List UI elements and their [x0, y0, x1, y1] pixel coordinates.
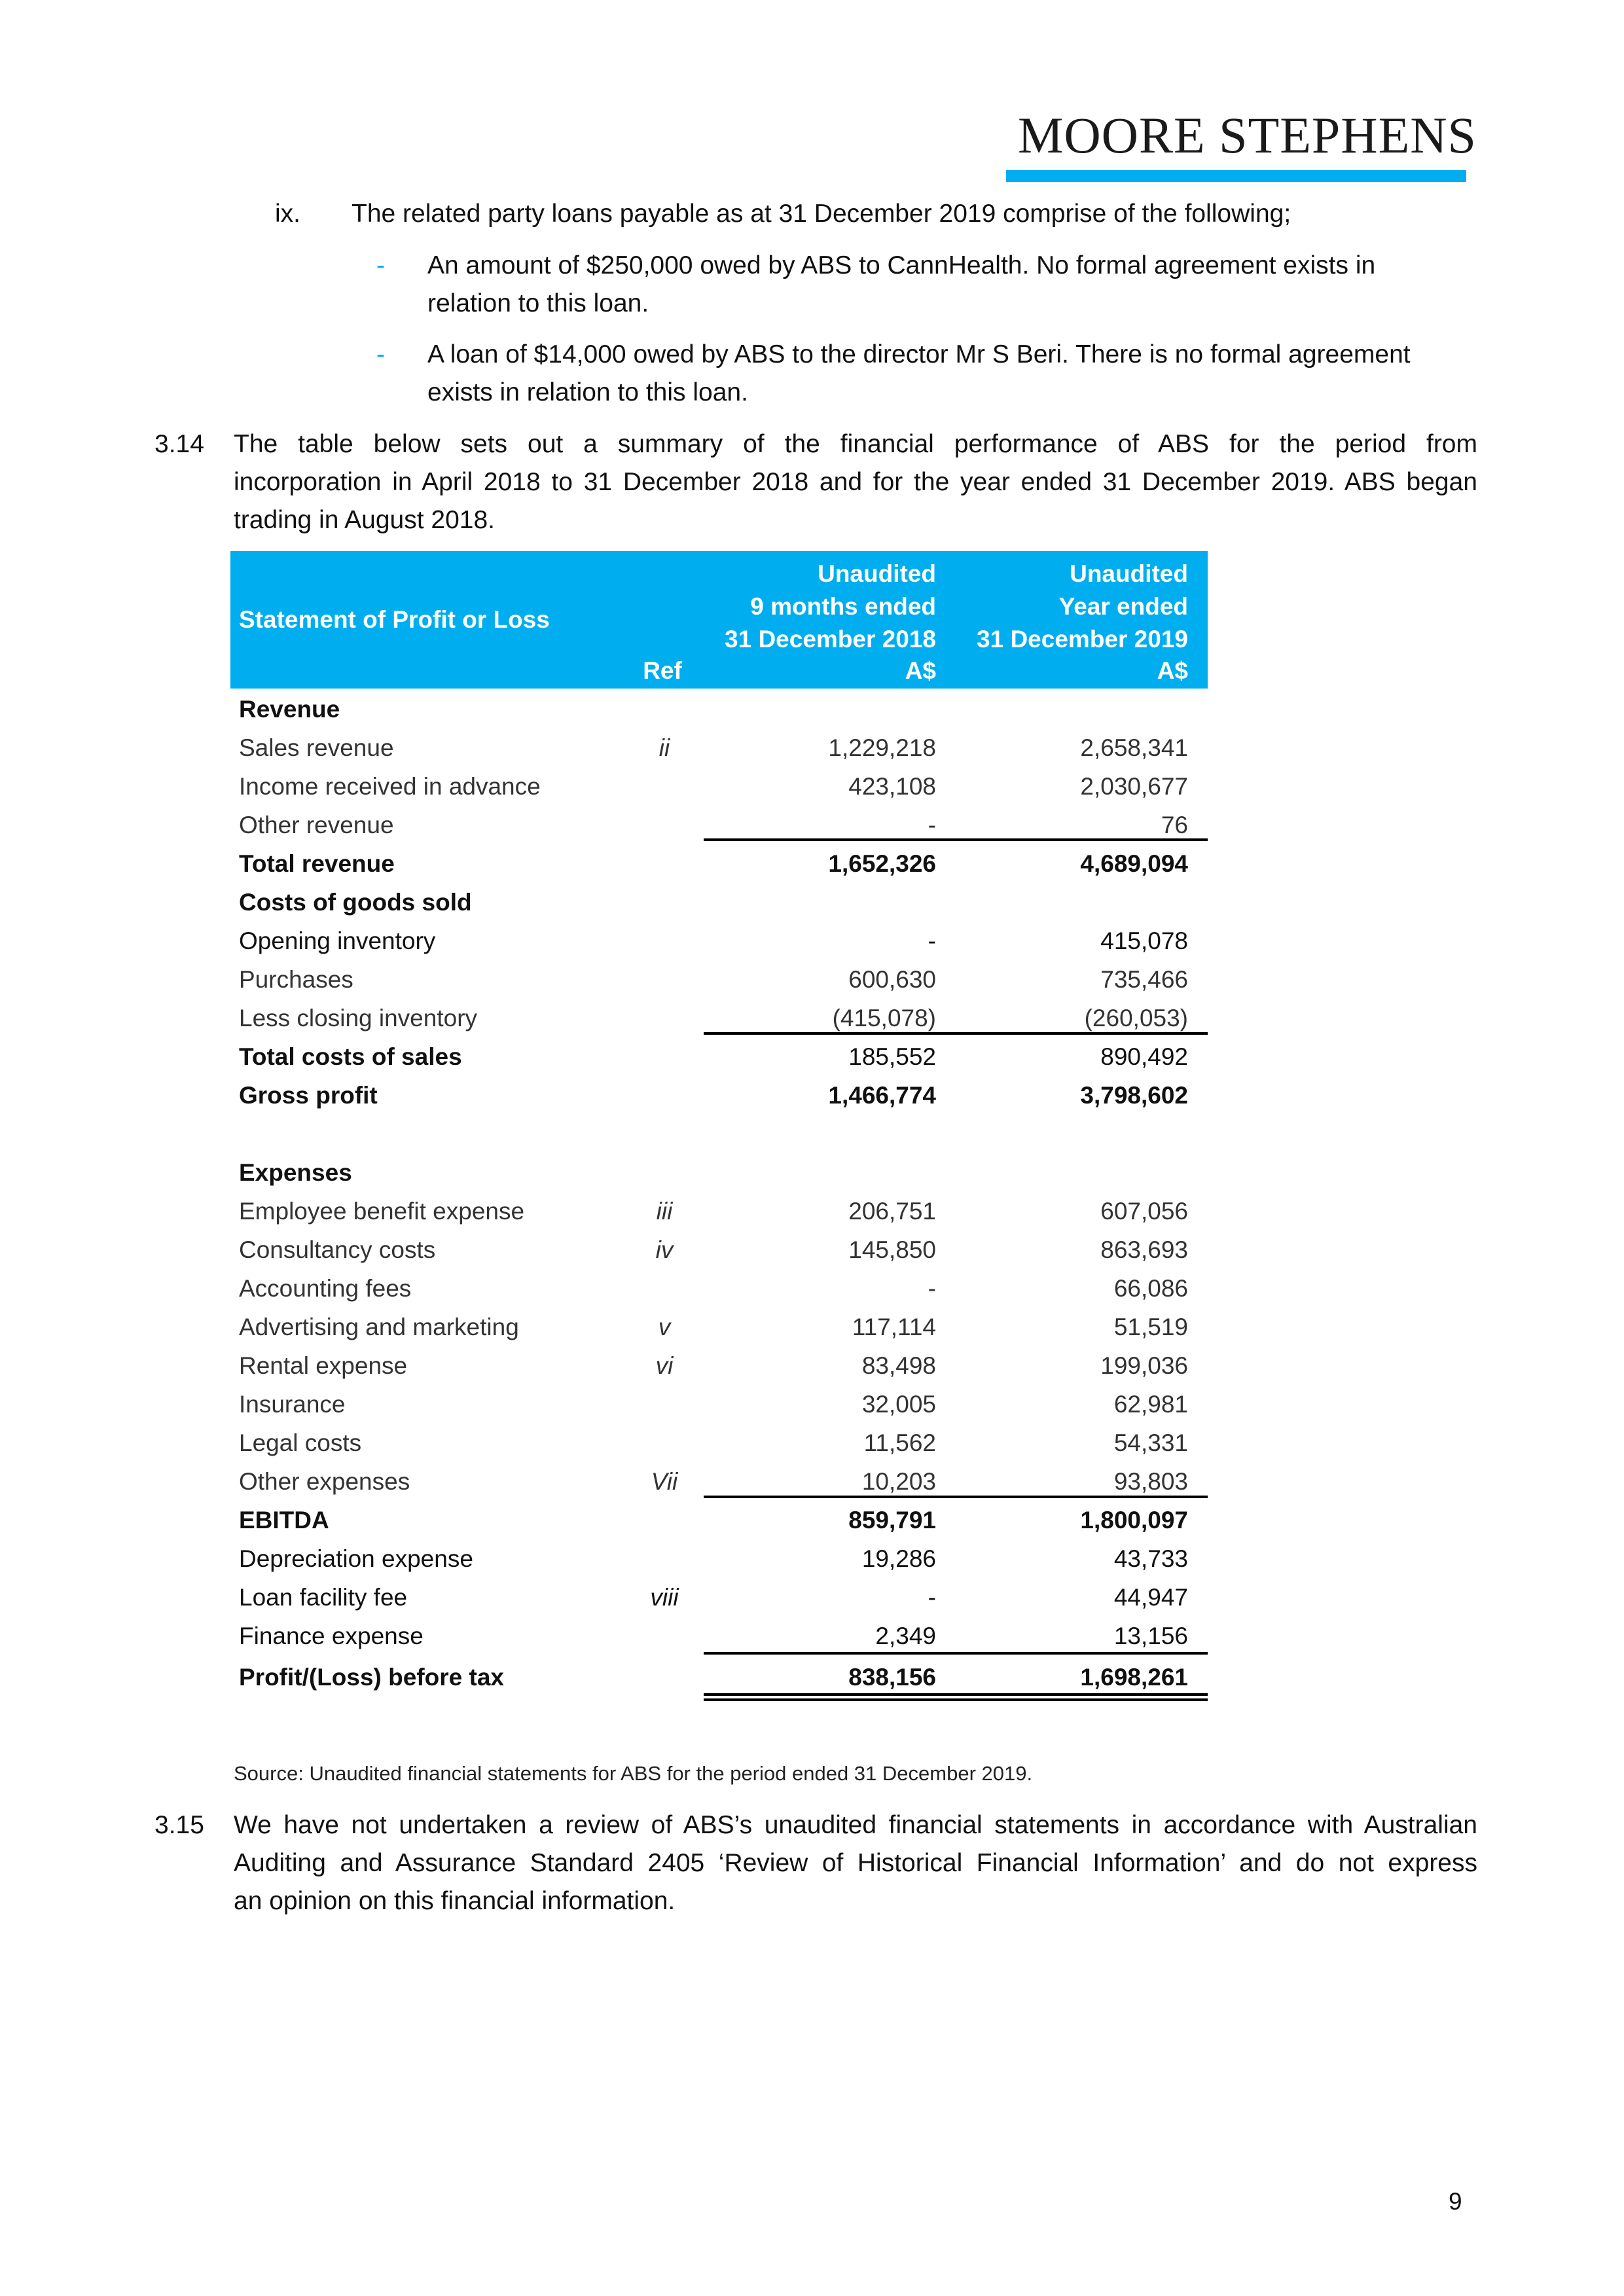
col2-header-line-3: 31 December 2019 — [977, 626, 1188, 653]
col2-header-currency: A$ — [1157, 657, 1188, 684]
table-row: Depreciation expense 19,286 43,733 — [239, 1545, 1188, 1572]
table-row: Income received in advance 423,108 2,030,677 — [239, 773, 1188, 800]
table-row: Purchases 600,630 735,466 — [239, 966, 1188, 993]
table-row: Employee benefit expense iii 206,751 607,056 — [239, 1198, 1188, 1225]
table-row: Other revenue - 76 — [239, 812, 1188, 838]
table-row: Finance expense 2,349 13,156 — [239, 1623, 1188, 1649]
bullet-2-line-1: A loan of $14,000 owed by ABS to the director Mr S Beri. There is no formal agreement — [427, 340, 1411, 368]
section-heading-expenses: Expenses — [239, 1159, 352, 1186]
bullet-2-line-2: exists in relation to this loan. — [427, 378, 748, 406]
table-title: Statement of Profit or Loss — [239, 606, 550, 633]
para-3-14-line-3: trading in August 2018. — [234, 506, 495, 534]
company-logo: MOORE STEPHENS — [1018, 107, 1477, 164]
bullet-1-line-2: relation to this loan. — [427, 289, 649, 317]
note-ix-marker: ix. — [275, 200, 300, 228]
para-3-15-line-1: We have not undertaken a review of ABS’s unaudited financial statements in accordance with Australian — [234, 1811, 1477, 1839]
para-3-15-line-2: Auditing and Assurance Standard 2405 ‘Review of Historical Financial Information’ and do not express — [234, 1849, 1477, 1877]
subtotal-rule — [704, 1496, 1208, 1498]
bullet-dash-icon: - — [376, 251, 385, 279]
col1-header-line-2: 9 months ended — [750, 593, 936, 620]
col1-header-currency: A$ — [905, 657, 936, 684]
col2-header-line-1: Unaudited — [1070, 560, 1188, 587]
table-row-total-costs: Total costs of sales 185,552 890,492 — [239, 1043, 1188, 1070]
col2-header-line-2: Year ended — [1058, 593, 1188, 620]
table-row-total-revenue: Total revenue 1,652,326 4,689,094 — [239, 850, 1188, 877]
para-3-14-line-2: incorporation in April 2018 to 31 December 2018 and for the year ended 31 December 2019. ABS began — [234, 468, 1477, 496]
section-number-3-15: 3.15 — [154, 1811, 204, 1839]
logo-underline-bar — [1006, 170, 1466, 182]
table-row: Consultancy costs iv 145,850 863,693 — [239, 1236, 1188, 1263]
table-row-profit-before-tax: Profit/(Loss) before tax 838,156 1,698,261 — [239, 1664, 1188, 1691]
table-row: Advertising and marketing v 117,114 51,519 — [239, 1314, 1188, 1340]
table-row-gross-profit: Gross profit 1,466,774 3,798,602 — [239, 1082, 1188, 1109]
table-row: Rental expense vi 83,498 199,036 — [239, 1352, 1188, 1379]
subtotal-rule — [704, 838, 1208, 841]
table-row: Other expenses Vii 10,203 93,803 — [239, 1468, 1188, 1495]
table-row: Insurance 32,005 62,981 — [239, 1391, 1188, 1418]
page-number: 9 — [1449, 2188, 1462, 2215]
col1-header-line-3: 31 December 2018 — [725, 626, 936, 653]
table-row: Sales revenue ii 1,229,218 2,658,341 — [239, 734, 1188, 761]
bullet-dash-icon: - — [376, 340, 385, 368]
table-row-ebitda: EBITDA 859,791 1,800,097 — [239, 1507, 1188, 1534]
source-note: Source: Unaudited financial statements for ABS for the period ended 31 December 2019. — [234, 1762, 1033, 1785]
table-row: Loan facility fee viii - 44,947 — [239, 1584, 1188, 1611]
subtotal-rule — [704, 1032, 1208, 1035]
double-rule-bottom — [704, 1698, 1208, 1701]
note-ix-text: The related party loans payable as at 31 December 2019 comprise of the following; — [352, 200, 1291, 228]
table-row: Less closing inventory (415,078) (260,053) — [239, 1005, 1188, 1031]
table-row: Legal costs 11,562 54,331 — [239, 1429, 1188, 1456]
col1-header-line-1: Unaudited — [818, 560, 936, 587]
para-3-15-line-3: an opinion on this financial information. — [234, 1887, 676, 1915]
bullet-1-line-1: An amount of $250,000 owed by ABS to CannHealth. No formal agreement exists in — [427, 251, 1376, 279]
double-rule-top — [704, 1693, 1208, 1696]
table-header — [230, 551, 1208, 689]
table-row: Opening inventory - 415,078 — [239, 927, 1188, 954]
section-heading-cogs: Costs of goods sold — [239, 889, 472, 916]
section-number-3-14: 3.14 — [154, 430, 204, 458]
section-heading-revenue: Revenue — [239, 696, 340, 723]
ref-column-header: Ref — [643, 657, 682, 684]
subtotal-rule — [704, 1652, 1208, 1655]
para-3-14-line-1: The table below sets out a summary of the financial performance of ABS for the period from — [234, 430, 1477, 458]
table-row: Accounting fees - 66,086 — [239, 1275, 1188, 1302]
